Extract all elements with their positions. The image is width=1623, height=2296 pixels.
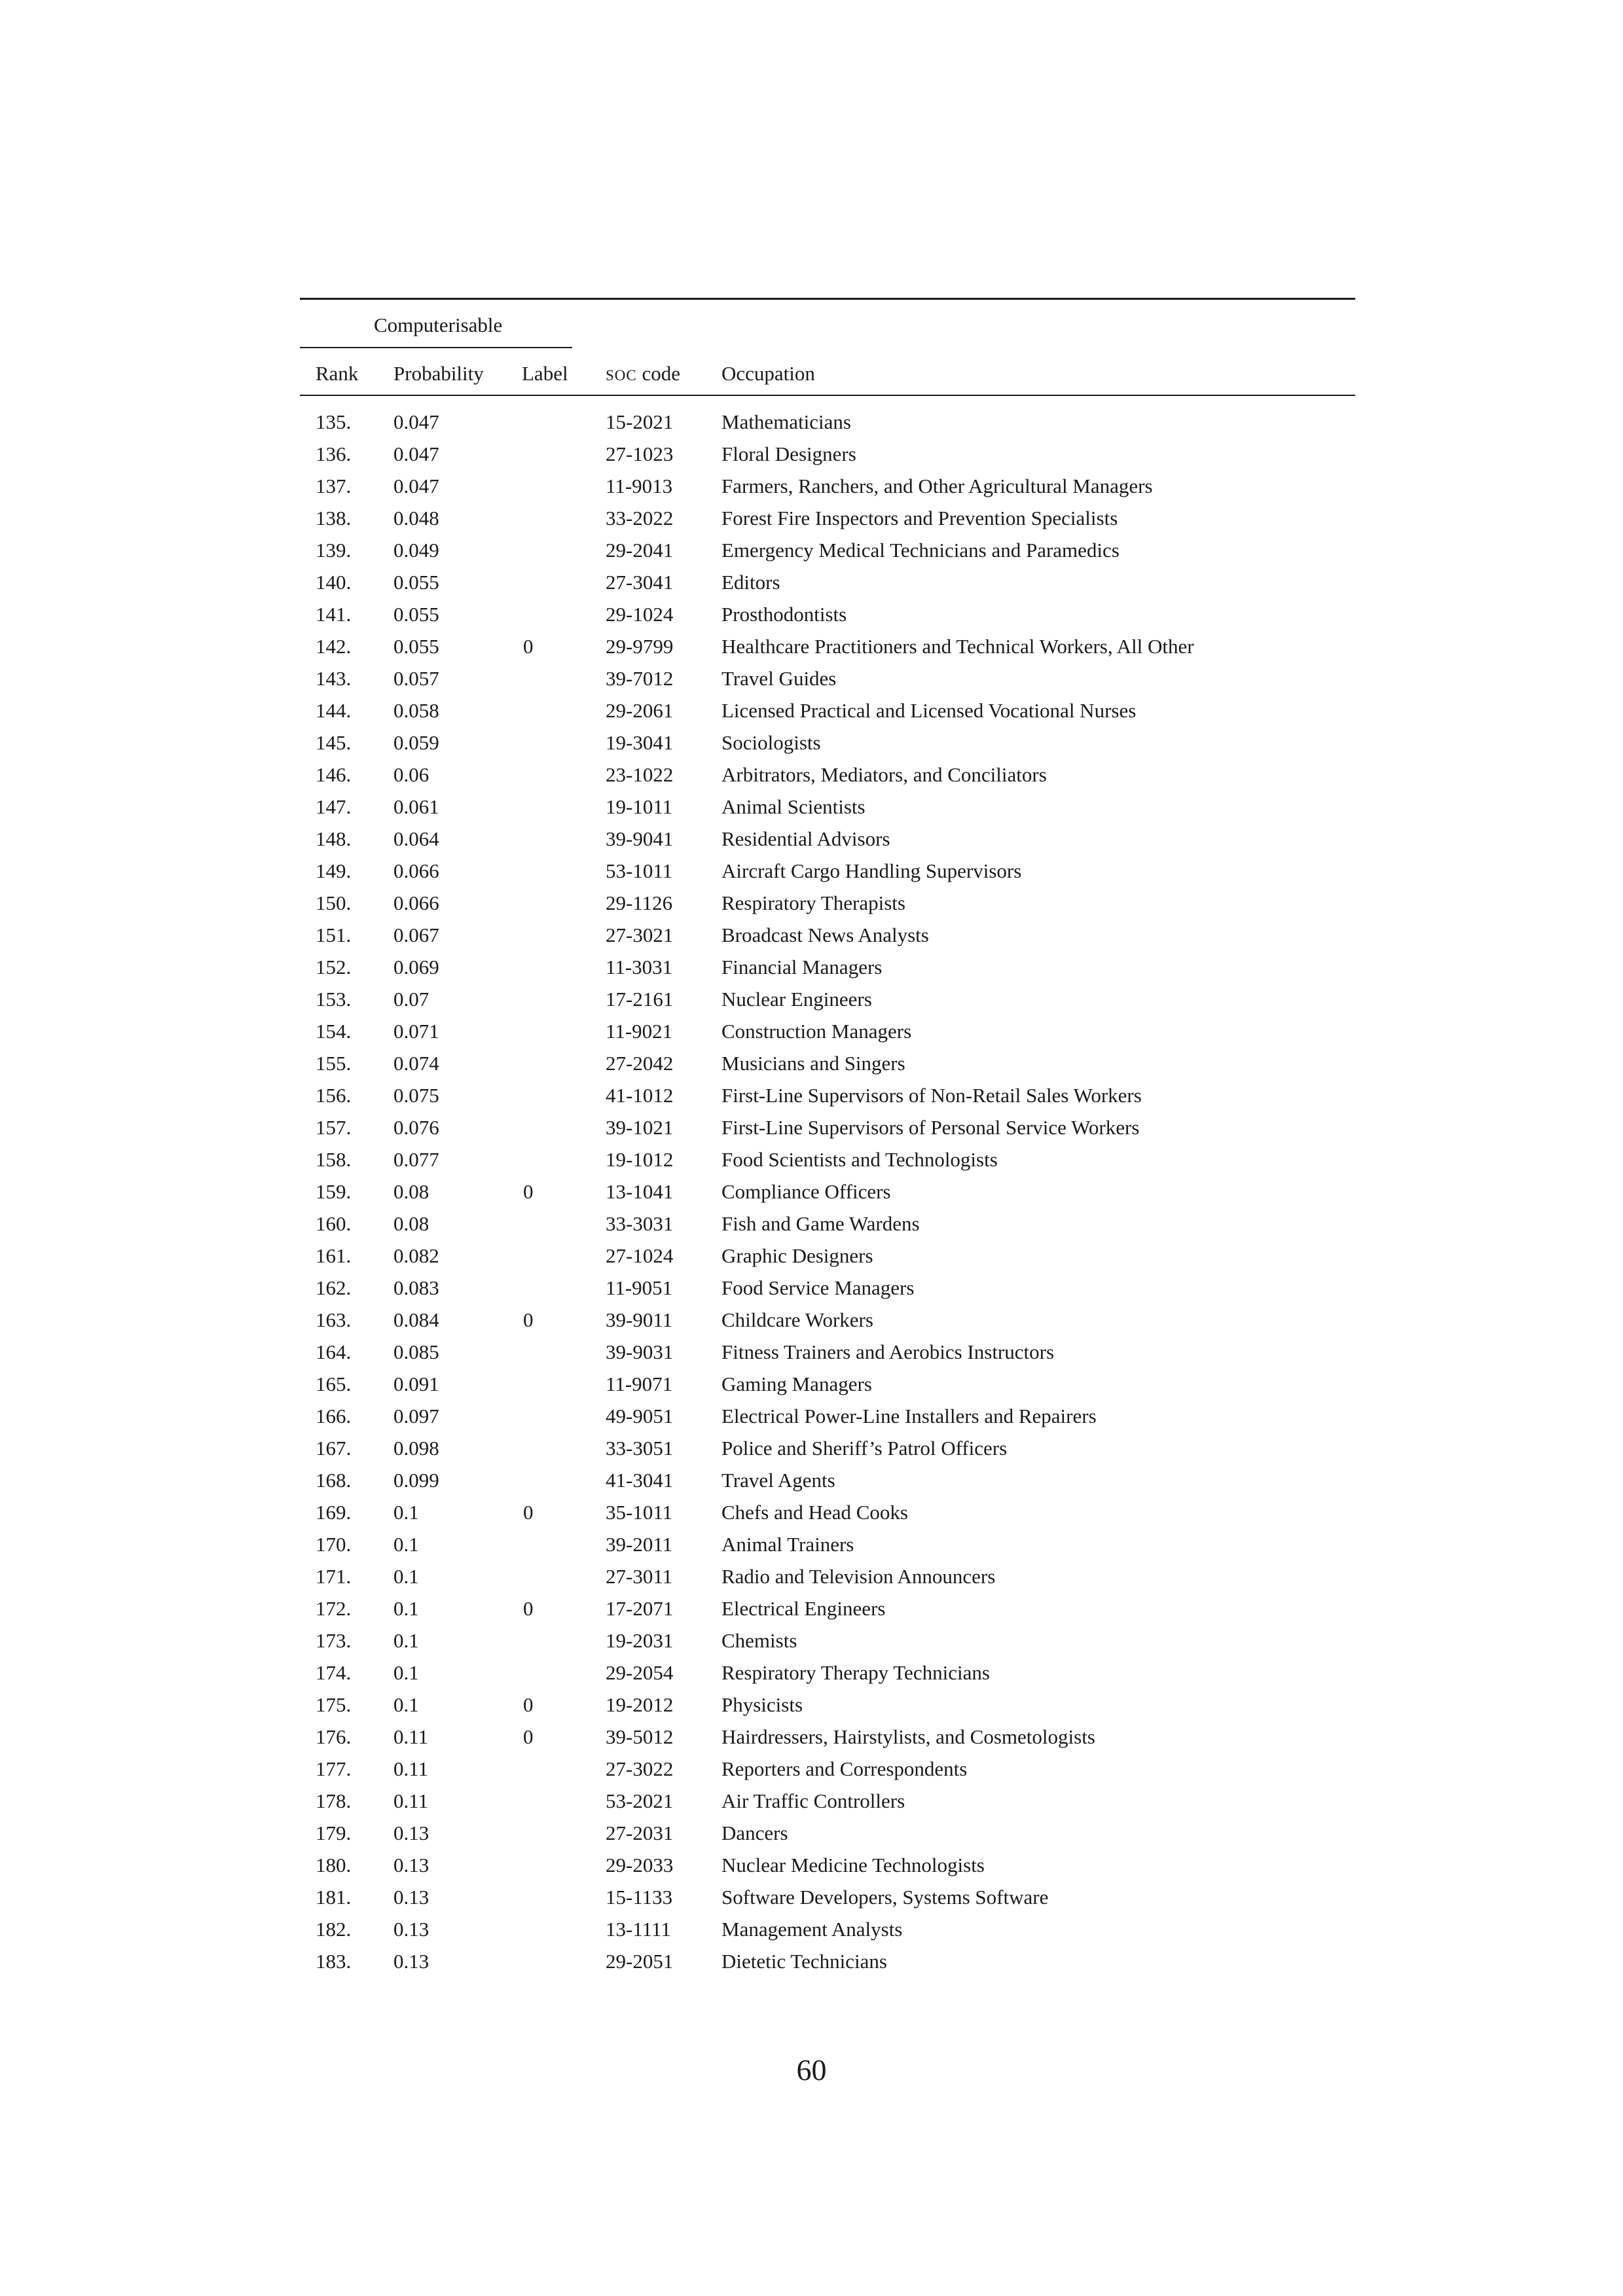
soc-code-cell: 15-1133 (606, 1886, 673, 1909)
rank-cell: 140. (316, 571, 352, 594)
occupation-cell: Physicists (721, 1693, 803, 1716)
probability-cell: 0.074 (393, 1052, 439, 1075)
table-row (0, 409, 1623, 441)
table-row (0, 537, 1623, 569)
table-row (0, 1467, 1623, 1499)
probability-cell: 0.082 (393, 1244, 439, 1267)
soc-code-cell: 41-3041 (606, 1469, 674, 1492)
soc-code-cell: 23-1022 (606, 763, 674, 786)
table-row (0, 1948, 1623, 1981)
header-computerisable: Computerisable (374, 314, 503, 336)
probability-cell: 0.098 (393, 1437, 439, 1460)
probability-cell: 0.075 (393, 1084, 439, 1107)
occupation-cell: Broadcast News Analysts (721, 924, 929, 946)
rank-cell: 172. (316, 1597, 352, 1620)
occupation-cell: Travel Guides (721, 667, 837, 690)
table-row (0, 1852, 1623, 1884)
probability-cell: 0.13 (393, 1821, 429, 1844)
table-row (0, 1339, 1623, 1371)
probability-cell: 0.06 (393, 763, 429, 786)
table-top-rule (300, 298, 1355, 300)
table-row (0, 794, 1623, 826)
table-row (0, 1435, 1623, 1467)
rank-cell: 179. (316, 1821, 352, 1844)
rank-cell: 178. (316, 1789, 352, 1812)
rank-cell: 146. (316, 763, 352, 786)
soc-code-cell: 29-1126 (606, 891, 673, 914)
table-row (0, 505, 1623, 537)
rank-cell: 160. (316, 1212, 352, 1235)
soc-code-cell: 11-9021 (606, 1020, 673, 1043)
soc-code-cell: 19-3041 (606, 731, 674, 754)
soc-code-cell: 19-2012 (606, 1693, 674, 1716)
soc-code-cell: 29-9799 (606, 635, 674, 658)
occupation-cell: Travel Agents (721, 1469, 835, 1492)
probability-cell: 0.07 (393, 988, 429, 1011)
table-row (0, 922, 1623, 954)
occupation-cell: Electrical Power-Line Installers and Repairers (721, 1405, 1097, 1427)
occupation-cell: Animal Scientists (721, 795, 866, 818)
table-row (0, 1275, 1623, 1307)
probability-cell: 0.055 (393, 603, 439, 626)
occupation-cell: Dancers (721, 1821, 788, 1844)
soc-code-cell: 27-3041 (606, 571, 674, 594)
header-soc-code (606, 361, 680, 389)
table-row (0, 1083, 1623, 1115)
soc-code-cell: 27-1024 (606, 1244, 674, 1267)
rank-cell: 158. (316, 1148, 352, 1171)
rank-cell: 135. (316, 410, 352, 433)
probability-cell: 0.076 (393, 1116, 439, 1139)
occupation-cell: Respiratory Therapists (721, 891, 905, 914)
soc-code-cell: 53-2021 (606, 1789, 674, 1812)
probability-cell: 0.13 (393, 1918, 429, 1941)
rank-cell: 144. (316, 699, 352, 722)
rank-cell: 142. (316, 635, 352, 658)
occupation-cell: Farmers, Ranchers, and Other Agricultural Managers (721, 475, 1153, 497)
probability-cell: 0.048 (393, 507, 439, 529)
table-row (0, 634, 1623, 666)
header-probability: Probability (393, 362, 484, 385)
soc-code-cell: 27-2031 (606, 1821, 674, 1844)
occupation-cell: Food Scientists and Technologists (721, 1148, 998, 1171)
soc-code-cell: 11-9013 (606, 475, 673, 497)
rank-cell: 149. (316, 859, 352, 882)
table-row (0, 1243, 1623, 1275)
probability-cell: 0.08 (393, 1180, 429, 1203)
rank-cell: 159. (316, 1180, 352, 1203)
occupation-cell: Fitness Trainers and Aerobics Instructors (721, 1340, 1055, 1363)
table-row (0, 1211, 1623, 1243)
occupation-cell: Childcare Workers (721, 1308, 873, 1331)
occupation-cell: Compliance Officers (721, 1180, 891, 1203)
rank-cell: 137. (316, 475, 352, 497)
label-cell: 0 (523, 1597, 534, 1620)
table-body (0, 409, 1623, 1981)
occupation-cell: Radio and Television Announcers (721, 1565, 996, 1588)
occupation-cell: Arbitrators, Mediators, and Conciliators (721, 763, 1047, 786)
probability-cell: 0.061 (393, 795, 439, 818)
soc-code-cell: 15-2021 (606, 410, 674, 433)
occupation-cell: Musicians and Singers (721, 1052, 905, 1075)
soc-code-cell: 27-3021 (606, 924, 674, 946)
rank-cell: 153. (316, 988, 352, 1011)
rank-cell: 145. (316, 731, 352, 754)
table-row (0, 601, 1623, 634)
probability-cell: 0.071 (393, 1020, 439, 1043)
rank-cell: 138. (316, 507, 352, 529)
soc-code-cell: 29-2041 (606, 539, 674, 562)
occupation-cell: Food Service Managers (721, 1276, 915, 1299)
table-row (0, 1628, 1623, 1660)
probability-cell: 0.1 (393, 1597, 419, 1620)
rank-cell: 161. (316, 1244, 352, 1267)
soc-code-cell: 39-5012 (606, 1725, 674, 1748)
rank-cell: 173. (316, 1629, 352, 1652)
rank-cell: 164. (316, 1340, 352, 1363)
probability-cell: 0.055 (393, 571, 439, 594)
occupation-cell: Management Analysts (721, 1918, 903, 1941)
table-row (0, 762, 1623, 794)
probability-cell: 0.083 (393, 1276, 439, 1299)
probability-cell: 0.11 (393, 1757, 429, 1780)
occupation-cell: Financial Managers (721, 956, 883, 978)
table-row (0, 1499, 1623, 1532)
header-label: Label (522, 362, 568, 385)
rank-cell: 147. (316, 795, 352, 818)
probability-cell: 0.066 (393, 891, 439, 914)
soc-code-cell: 39-1021 (606, 1116, 674, 1139)
header-group-rule (300, 347, 572, 348)
label-cell: 0 (523, 1725, 534, 1748)
table-row (0, 730, 1623, 762)
probability-cell: 0.1 (393, 1501, 419, 1524)
soc-code-cell: 29-2033 (606, 1854, 674, 1876)
occupation-cell: Chemists (721, 1629, 797, 1652)
rank-cell: 154. (316, 1020, 352, 1043)
occupation-cell: Licensed Practical and Licensed Vocational Nurses (721, 699, 1137, 722)
probability-cell: 0.058 (393, 699, 439, 722)
soc-code-cell: 39-9041 (606, 827, 674, 850)
rank-cell: 141. (316, 603, 352, 626)
soc-code-cell: 33-3051 (606, 1437, 674, 1460)
soc-code-cell: 29-1024 (606, 603, 674, 626)
rank-cell: 182. (316, 1918, 352, 1941)
occupation-cell: Hairdressers, Hairstylists, and Cosmetologists (721, 1725, 1095, 1748)
occupation-cell: Construction Managers (721, 1020, 912, 1043)
table-row (0, 1147, 1623, 1179)
probability-cell: 0.091 (393, 1372, 439, 1395)
soc-code-cell: 35-1011 (606, 1501, 673, 1524)
probability-cell: 0.047 (393, 410, 439, 433)
rank-cell: 151. (316, 924, 352, 946)
occupation-cell: Residential Advisors (721, 827, 890, 850)
rank-cell: 180. (316, 1854, 352, 1876)
occupation-cell: Dietetic Technicians (721, 1950, 887, 1973)
probability-cell: 0.1 (393, 1629, 419, 1652)
soc-code-cell: 13-1041 (606, 1180, 674, 1203)
table-row (0, 1884, 1623, 1916)
probability-cell: 0.11 (393, 1725, 429, 1748)
table-row (0, 1660, 1623, 1692)
rank-cell: 155. (316, 1052, 352, 1075)
occupation-cell: Electrical Engineers (721, 1597, 886, 1620)
label-cell: 0 (523, 1180, 534, 1203)
table-row (0, 858, 1623, 890)
table-row (0, 1050, 1623, 1083)
table-row (0, 1018, 1623, 1050)
occupation-cell: Fish and Game Wardens (721, 1212, 920, 1235)
probability-cell: 0.1 (393, 1565, 419, 1588)
soc-code-cell: 53-1011 (606, 859, 673, 882)
rank-cell: 157. (316, 1116, 352, 1139)
rank-cell: 167. (316, 1437, 352, 1460)
label-cell: 0 (523, 1501, 534, 1524)
occupation-cell: Graphic Designers (721, 1244, 873, 1267)
occupation-cell: Police and Sheriff’s Patrol Officers (721, 1437, 1008, 1460)
probability-cell: 0.11 (393, 1789, 429, 1812)
rank-cell: 183. (316, 1950, 352, 1973)
probability-cell: 0.13 (393, 1854, 429, 1876)
table-row (0, 1916, 1623, 1948)
probability-cell: 0.084 (393, 1308, 439, 1331)
table-row (0, 890, 1623, 922)
probability-cell: 0.1 (393, 1533, 419, 1556)
rank-cell: 168. (316, 1469, 352, 1492)
occupation-cell: Software Developers, Systems Software (721, 1886, 1049, 1909)
rank-cell: 166. (316, 1405, 352, 1427)
soc-code-cell: 13-1111 (606, 1918, 671, 1941)
table-row (0, 1307, 1623, 1339)
occupation-cell: Chefs and Head Cooks (721, 1501, 908, 1524)
table-row (0, 1692, 1623, 1724)
soc-code-cell: 27-1023 (606, 442, 674, 465)
soc-small-caps: SOC (606, 367, 637, 384)
probability-cell: 0.047 (393, 442, 439, 465)
occupation-cell: Mathematicians (721, 410, 851, 433)
soc-code-cell: 11-9051 (606, 1276, 673, 1299)
probability-cell: 0.13 (393, 1950, 429, 1973)
probability-cell: 0.049 (393, 539, 439, 562)
rank-cell: 177. (316, 1757, 352, 1780)
probability-cell: 0.057 (393, 667, 439, 690)
occupation-cell: First-Line Supervisors of Personal Service Workers (721, 1116, 1140, 1139)
soc-code-cell: 29-2061 (606, 699, 674, 722)
soc-code-cell: 39-9011 (606, 1308, 673, 1331)
soc-code-cell: 33-2022 (606, 507, 674, 529)
soc-code-cell: 19-2031 (606, 1629, 674, 1652)
soc-code-cell: 29-2054 (606, 1661, 674, 1684)
probability-cell: 0.077 (393, 1148, 439, 1171)
label-cell: 0 (523, 635, 534, 658)
rank-cell: 165. (316, 1372, 352, 1395)
probability-cell: 0.08 (393, 1212, 429, 1235)
soc-code-cell: 11-3031 (606, 956, 673, 978)
rank-cell: 162. (316, 1276, 352, 1299)
table-row (0, 1820, 1623, 1852)
header-rank: Rank (316, 362, 359, 385)
probability-cell: 0.064 (393, 827, 439, 850)
page-number: 60 (796, 2053, 827, 2087)
occupation-cell: Animal Trainers (721, 1533, 854, 1556)
soc-code-cell: 19-1012 (606, 1148, 674, 1171)
rank-cell: 139. (316, 539, 352, 562)
occupation-cell: Respiratory Therapy Technicians (721, 1661, 990, 1684)
occupation-cell: Editors (721, 571, 780, 594)
table-row (0, 826, 1623, 858)
table-row (0, 473, 1623, 505)
occupation-cell: Prosthodontists (721, 603, 847, 626)
table-row (0, 1724, 1623, 1756)
probability-cell: 0.047 (393, 475, 439, 497)
occupation-cell: Emergency Medical Technicians and Paramedics (721, 539, 1120, 562)
table-row (0, 986, 1623, 1018)
rank-cell: 170. (316, 1533, 352, 1556)
probability-cell: 0.055 (393, 635, 439, 658)
probability-cell: 0.1 (393, 1661, 419, 1684)
soc-code-cell: 39-2011 (606, 1533, 673, 1556)
occupation-cell: Air Traffic Controllers (721, 1789, 905, 1812)
occupation-cell: Floral Designers (721, 442, 856, 465)
occupation-cell: Forest Fire Inspectors and Prevention Specialists (721, 507, 1118, 529)
table-row (0, 1115, 1623, 1147)
probability-cell: 0.067 (393, 924, 439, 946)
rank-cell: 136. (316, 442, 352, 465)
rank-cell: 175. (316, 1693, 352, 1716)
soc-code-cell: 27-3011 (606, 1565, 673, 1588)
table-row (0, 1403, 1623, 1435)
table-row (0, 698, 1623, 730)
header-occupation: Occupation (721, 362, 815, 385)
rank-cell: 150. (316, 891, 352, 914)
soc-code-cell: 41-1012 (606, 1084, 674, 1107)
rank-cell: 148. (316, 827, 352, 850)
table-row (0, 569, 1623, 601)
header-bottom-rule (300, 395, 1355, 396)
table-row (0, 1179, 1623, 1211)
occupation-cell: Aircraft Cargo Handling Supervisors (721, 859, 1022, 882)
soc-code-cell: 19-1011 (606, 795, 673, 818)
soc-code-cell: 27-2042 (606, 1052, 674, 1075)
soc-code-cell: 17-2071 (606, 1597, 674, 1620)
soc-code-cell: 17-2161 (606, 988, 674, 1011)
probability-cell: 0.097 (393, 1405, 439, 1427)
soc-code-cell: 27-3022 (606, 1757, 674, 1780)
label-cell: 0 (523, 1693, 534, 1716)
soc-code-cell: 49-9051 (606, 1405, 674, 1427)
soc-code-cell: 11-9071 (606, 1372, 673, 1395)
label-cell: 0 (523, 1308, 534, 1331)
soc-code-suffix: code (636, 362, 681, 385)
soc-code-cell: 39-7012 (606, 667, 674, 690)
probability-cell: 0.059 (393, 731, 439, 754)
table-row (0, 1371, 1623, 1403)
rank-cell: 152. (316, 956, 352, 978)
occupation-cell: Nuclear Medicine Technologists (721, 1854, 985, 1876)
rank-cell: 176. (316, 1725, 352, 1748)
soc-code-cell: 33-3031 (606, 1212, 674, 1235)
rank-cell: 181. (316, 1886, 352, 1909)
table-row (0, 441, 1623, 473)
probability-cell: 0.1 (393, 1693, 419, 1716)
occupation-cell: Healthcare Practitioners and Technical Workers, All Other (721, 635, 1194, 658)
probability-cell: 0.069 (393, 956, 439, 978)
table-row (0, 1596, 1623, 1628)
rank-cell: 143. (316, 667, 352, 690)
probability-cell: 0.085 (393, 1340, 439, 1363)
occupation-cell: Gaming Managers (721, 1372, 872, 1395)
rank-cell: 169. (316, 1501, 352, 1524)
table-row (0, 1564, 1623, 1596)
occupation-cell: Reporters and Correspondents (721, 1757, 968, 1780)
rank-cell: 163. (316, 1308, 352, 1331)
table-row (0, 1756, 1623, 1788)
table-row (0, 1532, 1623, 1564)
occupation-cell: Sociologists (721, 731, 821, 754)
occupation-cell: Nuclear Engineers (721, 988, 872, 1011)
probability-cell: 0.13 (393, 1886, 429, 1909)
soc-code-cell: 39-9031 (606, 1340, 674, 1363)
table-row (0, 666, 1623, 698)
probability-cell: 0.066 (393, 859, 439, 882)
table-row (0, 954, 1623, 986)
rank-cell: 174. (316, 1661, 352, 1684)
table-row (0, 1788, 1623, 1820)
rank-cell: 156. (316, 1084, 352, 1107)
soc-code-cell: 29-2051 (606, 1950, 674, 1973)
rank-cell: 171. (316, 1565, 352, 1588)
probability-cell: 0.099 (393, 1469, 439, 1492)
occupation-cell: First-Line Supervisors of Non-Retail Sales Workers (721, 1084, 1142, 1107)
